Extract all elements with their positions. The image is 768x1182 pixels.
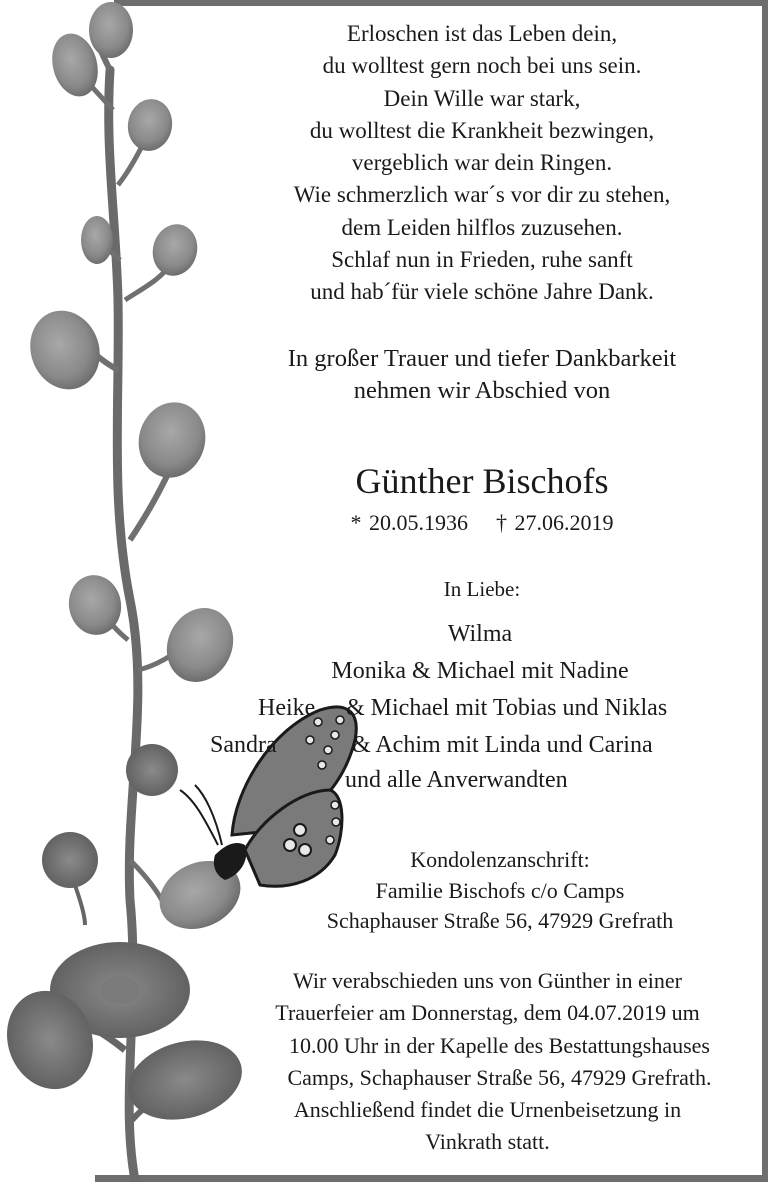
poem-line: vergeblich war dein Ringen. [351,150,613,176]
condolence-street: Schaphauser Straße 56, 47929 Grefrath [326,908,674,933]
ceremony-line: Vinkrath statt. [425,1129,550,1155]
farewell-intro [222,343,742,407]
poem [222,18,742,309]
mourner-line: Monika & Michael mit Nadine [331,658,629,684]
mourner-name-left: Heike [258,695,316,721]
condolence-recipient: Familie Bischofs c/o Camps [375,877,625,903]
condolence-heading: Kondolenzanschrift: [410,847,590,872]
mourner-line: Wilma [447,621,513,647]
poem-line: und hab´für viele schöne Jahre Dank. [310,279,654,305]
poem-line: dem Leiden hilflos zuzusehen. [341,214,623,240]
ceremony-details [215,965,760,1159]
intro-line: nehmen wir Abschied von [353,377,611,404]
ceremony-line: Camps, Schaphauser Straße 56, 47929 Grefrath. [287,1064,712,1090]
poem-line: Dein Wille war stark, [383,85,581,111]
intro-line: In großer Trauer und tiefer Dankbarkeit [287,345,677,372]
poem-line: Wie schmerzlich war´s vor dir zu stehen, [293,182,671,208]
ceremony-line: Trauerfeier am Donnerstag, dem 04.07.2019 um [275,1000,700,1026]
deceased-name: Günther Bischofs [355,461,609,501]
mourner-line: und alle Anverwandten [345,767,568,793]
poem-line: du wolltest gern noch bei uns sein. [322,53,642,79]
mourner-name-left: Sandra [210,732,277,758]
ceremony-line: 10.00 Uhr in der Kapelle des Bestattungshauses [289,1032,710,1058]
mourner-line: & Achim mit Linda und Carina [352,732,653,758]
birth-date: * 20.05.1936 [350,510,468,535]
life-dates [222,508,742,538]
ceremony-line: Anschließend findet die Urnenbeisetzung in [293,1097,682,1123]
mourners-heading: In Liebe: [443,577,521,601]
condolence-address [240,845,760,937]
frame-border-right [762,0,768,1182]
ceremony-line: Wir verabschieden uns von Günther in einer [293,968,682,993]
poem-line: Schlaf nun in Frieden, ruhe sanft [331,247,633,273]
mourner-line: & Michael mit Tobias und Niklas [346,695,668,721]
poem-line: Erloschen ist das Leben dein, [346,21,618,46]
death-date: † 27.06.2019 [496,510,614,535]
poem-line: du wolltest die Krankheit bezwingen, [309,117,655,143]
